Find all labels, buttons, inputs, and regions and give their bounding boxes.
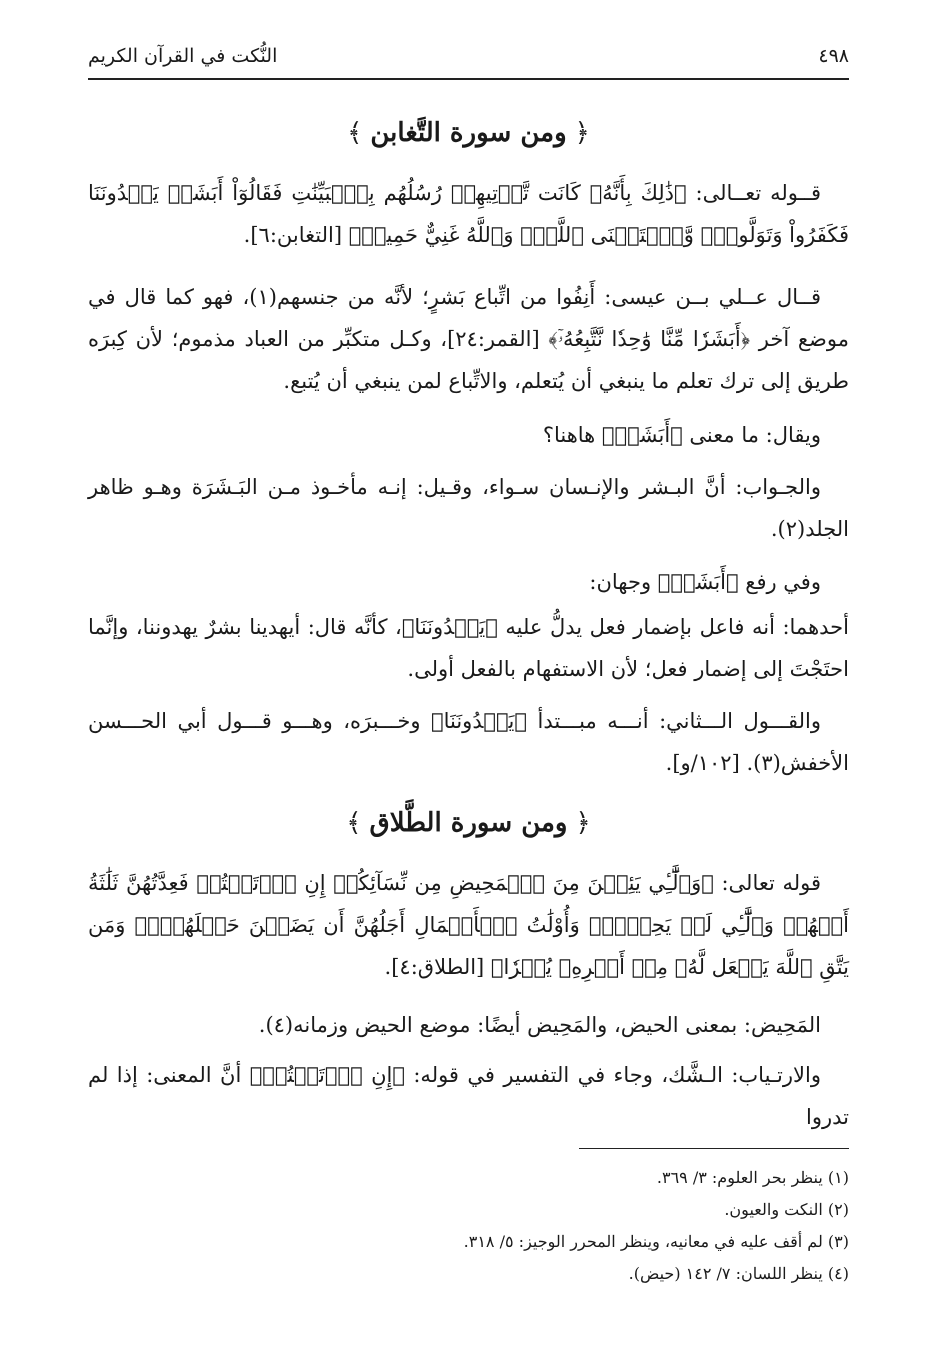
paragraph: قــال عــلي بــن عيسى: أَنِفُوا من اتِّباع بَشرٍ؛ لأنَّه من جنسهم(١)، فهو كما قال في موضع آخر ﴿أَبَشَرٗا مِّنَّا وَٰحِدٗا نَّتَّبِعُهُۥٓ﴾ [القمر:٢٤]، وكـل متكبِّر من العباد مذموم؛ لأن كِبرَه طريق إلى ترك تعلم ما ينبغي أن يُتعلم، والاتِّباع لمن ينبغي أن يُتبع. — [88, 285, 849, 393]
ornament-right: ﴿ — [575, 808, 591, 838]
paragraph: قــوله تعــالى: ﴿ذَٰلِكَ بِأَنَّهُۥ كَانَت تَّأۡتِيهِمۡ رُسُلُهُم بِٱلۡبَيِّنَٰتِ فَقَالُوٓاْ أَبَشَرٞ يَهۡدُونَنَا فَكَفَرُواْ وَتَوَلَّواْۚ وَّٱسۡتَغۡنَى ٱللَّهُۚ وَٱللَّهُ غَنِيٌّ حَمِيدٞ﴾ [التغابن:٦]. — [88, 181, 849, 247]
paragraph: قوله تعالى: ﴿وَٱلَّٰٓـِٔي يَئِسۡنَ مِنَ ٱلۡمَحِيضِ مِن نِّسَآئِكُمۡ إِنِ ٱرۡتَبۡتُمۡ فَعِدَّتُهُنَّ ثَلَٰثَةُ أَشۡهُرٖ وَٱلَّٰٓـِٔي لَمۡ يَحِضۡنَۚ وَأُوْلَٰتُ ٱلۡأَحۡمَالِ أَجَلُهُنَّ أَن يَضَعۡنَ حَمۡلَهُنَّۚ وَمَن يَتَّقِ ٱللَّهَ يَجۡعَل لَّهُۥ مِنۡ أَمۡرِهِۦ يُسۡرٗا﴾ [الطلاق:٤]. — [88, 871, 849, 979]
footnote: (٢) النكت والعيون. — [724, 1200, 849, 1219]
paragraph: وفي رفع ﴿أَبَشَرٞ﴾ وجهان: — [589, 570, 821, 594]
page-number: ٤٩٨ — [818, 45, 849, 67]
paragraph: والارتـياب: الـشَّك، وجاء في التفسير في قوله: ﴿إِنِ ٱرۡتَبۡتُمۡ﴾ أنَّ المعنى: إذا لم تدروا — [88, 1063, 849, 1129]
paragraph: أحدهما: أنه فاعل بإضمار فعل يدلُّ عليه ﴿يَهۡدُونَنَا﴾، كأنَّه قال: أيهدينا بشرٌ يهدوننا، وإنَّما احتَجْتَ إلى إضمار فعل؛ لأن الاستفهام بالفعل أولى. — [88, 615, 849, 681]
surah-heading-taghabun — [88, 108, 849, 158]
paragraph: ويقال: ما معنى ﴿أَبَشَرٞ﴾ هاهنا؟ — [542, 423, 821, 447]
ornament-right: ﴿ — [574, 118, 590, 148]
ornament-left: ﴾ — [347, 118, 363, 148]
section-title: ومن سورة التَّغابن — [370, 118, 567, 148]
running-header — [88, 38, 849, 74]
header-divider — [88, 78, 849, 80]
section-title: ومن سورة الطَّلاق — [369, 808, 568, 838]
surah-heading-talaq — [88, 798, 849, 848]
paragraph: والجـواب: أنَّ البـشر والإنـسان سـواء، وقـيل: إنـه مأخـوذ مـن البَـشَرَة وهـو ظاهر الجلد(٢). — [88, 475, 849, 541]
footnote: (١) ينظر بحر العلوم: ٣/ ٣٦٩. — [656, 1168, 849, 1187]
paragraph: والقـــول الـــثاني: أنـــه مبـــتدأ ﴿يَهۡدُونَنَا﴾ وخـــبرَه، وهـــو قـــول أبي الحـــسن الأخفش(٣). [١٠٢/و]. — [88, 709, 849, 775]
footnote: (٣) لم أقف عليه في معانيه، وينظر المحرر الوجيز: ٥/ ٣١٨. — [463, 1232, 849, 1251]
book-title: النُّكت في القرآن الكريم — [88, 45, 278, 67]
paragraph: المَحِيض: بمعنى الحيض، والمَحِيض أيضًا: موضع الحيض وزمانه(٤). — [258, 1013, 821, 1037]
ornament-left: ﴾ — [346, 808, 362, 838]
footnote-divider — [579, 1148, 849, 1149]
footnote: (٤) ينظر اللسان: ٧/ ١٤٢ (حيض). — [628, 1264, 849, 1283]
